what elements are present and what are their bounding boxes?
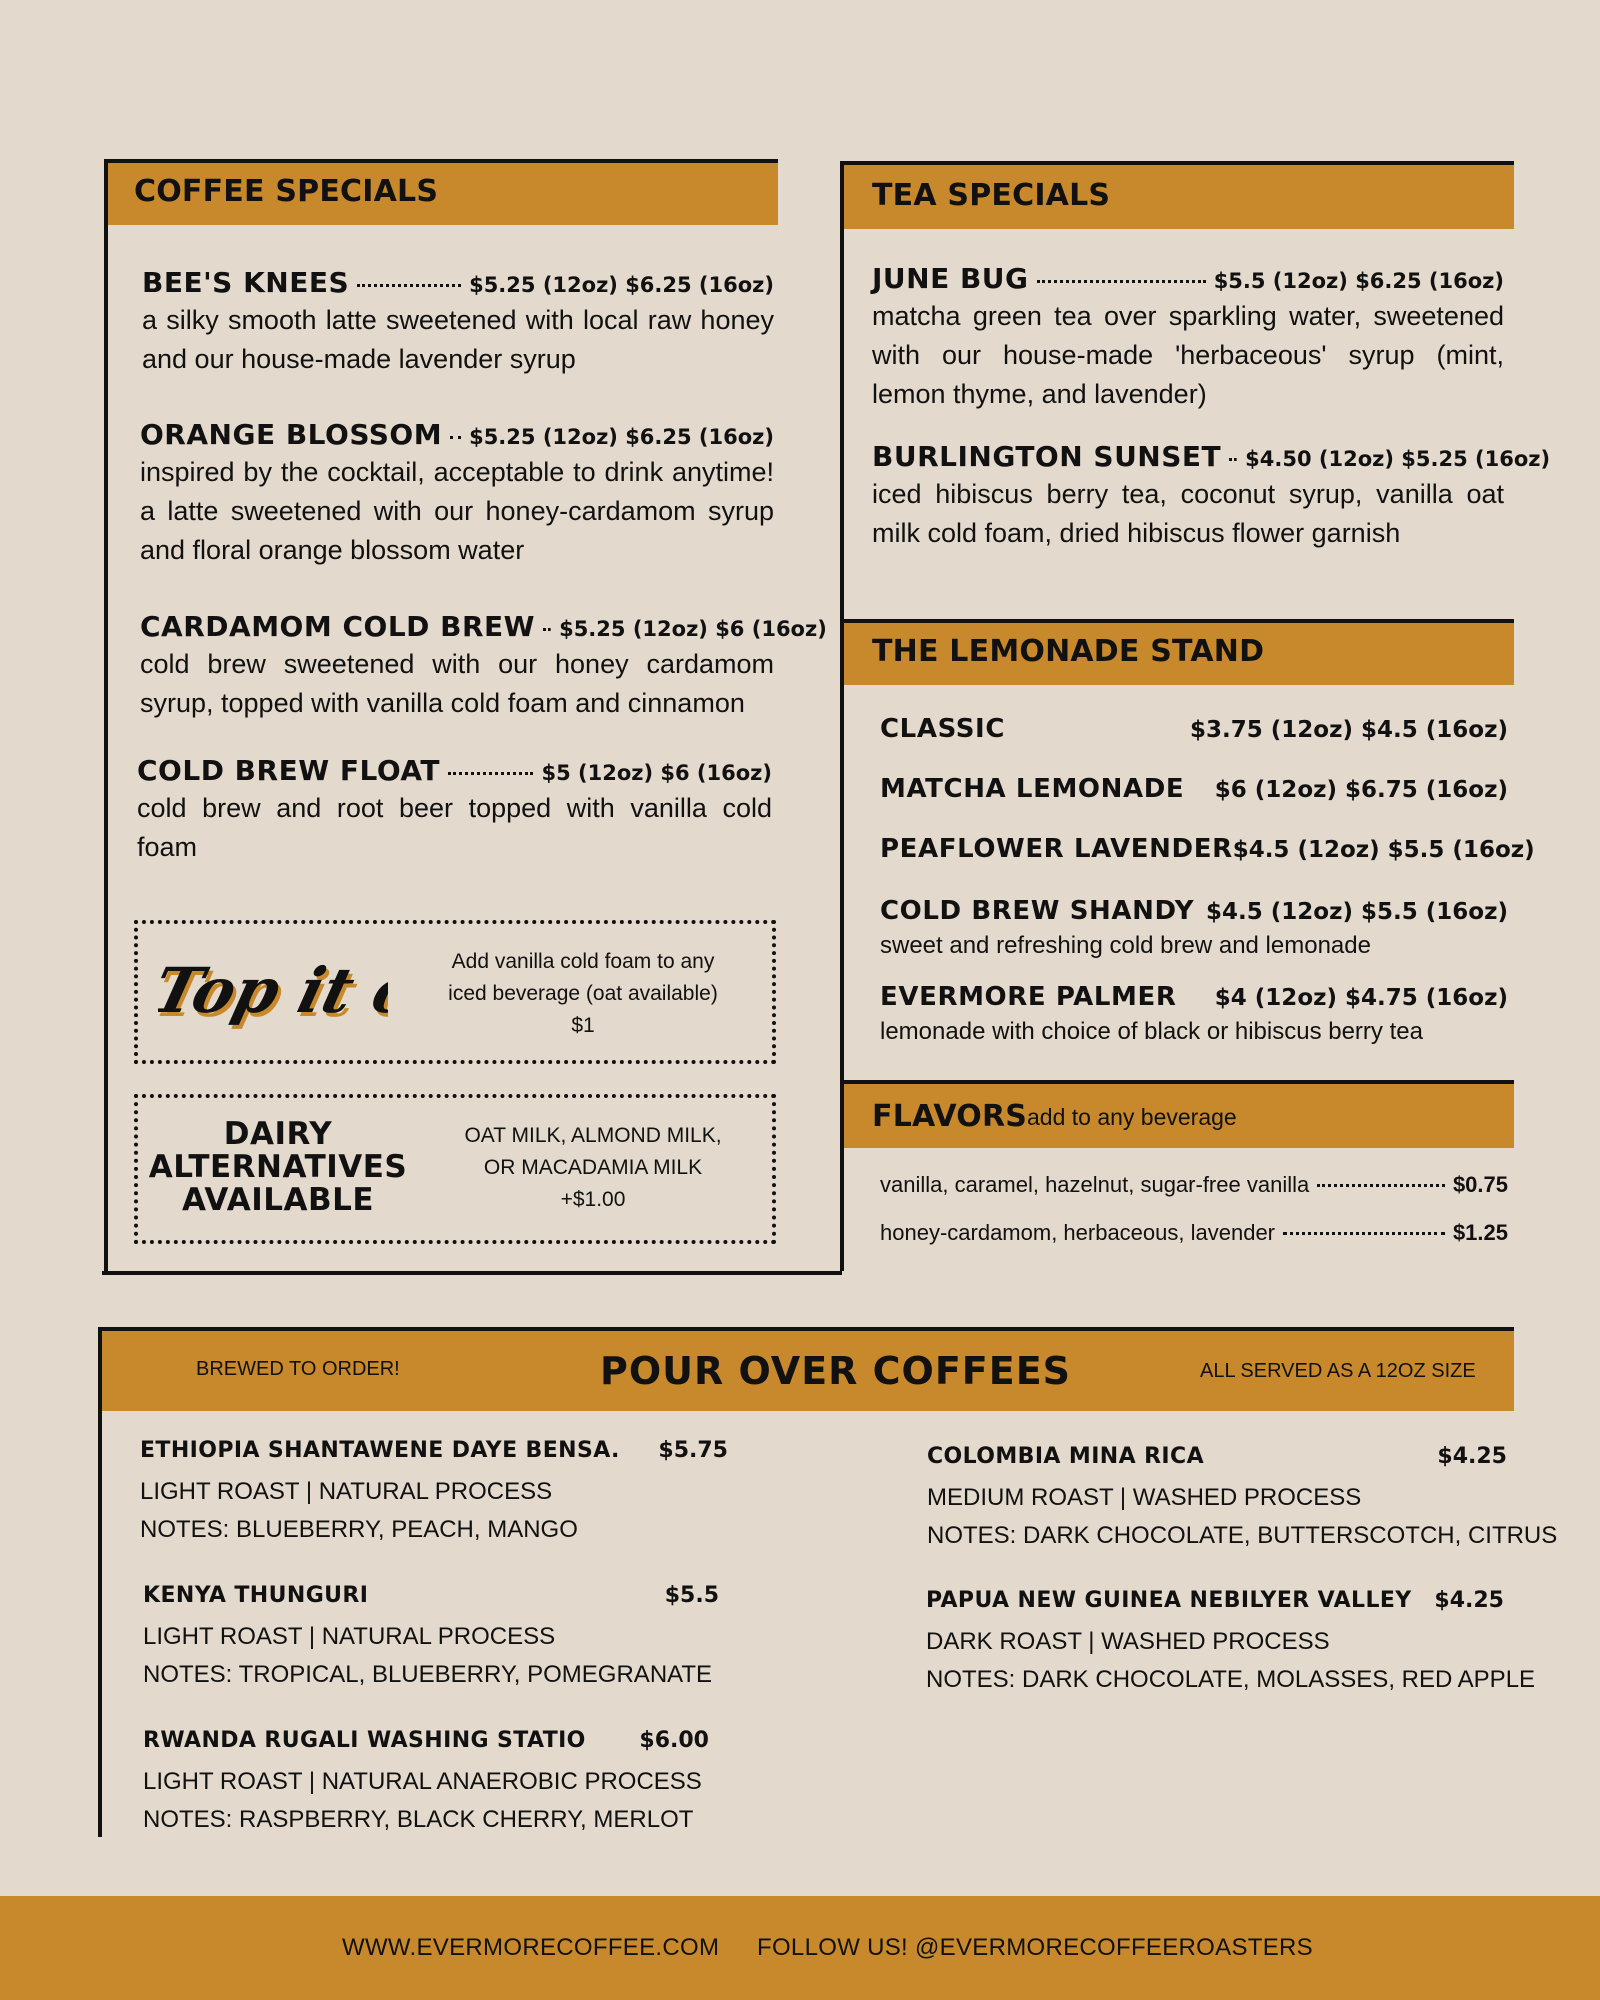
top-it-off-logo (158, 938, 388, 1046)
dairy-title-line3: AVAILABLE (181, 1182, 375, 1218)
item-price: $5.25 (12oz) $6 (16oz) (559, 617, 827, 641)
item-name: CARDAMOM COLD BREW (140, 610, 536, 643)
top-it-off-line1: Add vanilla cold foam to any (451, 950, 715, 973)
pour-over-left-note: BREWED TO ORDER! (196, 1358, 400, 1380)
coffee-roast: MEDIUM ROAST | WASHED PROCESS (927, 1484, 1362, 1511)
item-description: cold brew and root beer topped with vanilla cold foam (137, 793, 772, 862)
item-name: PEAFLOWER LAVENDER (880, 834, 1233, 864)
coffee-name: ETHIOPIA SHANTAWENE DAYE BENSA. (140, 1438, 620, 1463)
coffee-name: RWANDA RUGALI WASHING STATIO (143, 1728, 586, 1753)
coffee-left-rule (104, 159, 108, 1275)
item-name: BURLINGTON SUNSET (872, 440, 1222, 473)
flavor-names: honey-cardamom, herbaceous, lavender (880, 1220, 1276, 1245)
item-description: sweet and refreshing cold brew and lemonade (880, 932, 1371, 959)
leader-dots (1037, 280, 1206, 283)
flavors-title: FLAVORS (872, 1099, 1028, 1134)
flavor-row-125 (880, 1220, 1508, 1246)
lemonade-item-classic (880, 714, 1508, 744)
dairy-options-line1: OAT MILK, ALMOND MILK, (464, 1124, 722, 1147)
item-price: $4 (12oz) $4.75 (16oz) (1214, 985, 1508, 1011)
coffee-name: KENYA THUNGURI (143, 1583, 369, 1608)
item-name: COLD BREW FLOAT (137, 754, 440, 787)
footer-social-link[interactable]: FOLLOW US! @EVERMORECOFFEEROASTERS (757, 1934, 1313, 1961)
leader-dots (543, 628, 551, 631)
top-it-off-logo-art (158, 938, 388, 1046)
pour-item-colombia (927, 1444, 1558, 1555)
coffee-name: COLOMBIA MINA RICA (927, 1444, 1204, 1469)
top-it-off-desc (408, 946, 758, 1042)
pour-over-title: POUR OVER COFFEES (600, 1349, 1072, 1393)
dairy-options-line2: OR MACADAMIA MILK (483, 1156, 703, 1179)
svg-text:Top it off!: Top it off! (158, 957, 388, 1031)
flavor-row-075 (880, 1172, 1508, 1198)
item-price: $6 (12oz) $6.75 (16oz) (1214, 777, 1508, 803)
coffee-specials-title: COFFEE SPECIALS (134, 174, 439, 209)
lemonade-stand-title: THE LEMONADE STAND (872, 634, 1265, 669)
item-price: $5.25 (12oz) $6.25 (16oz) (469, 425, 774, 449)
coffee-roast: LIGHT ROAST | NATURAL ANAEROBIC PROCESS (143, 1768, 702, 1795)
flavors-subtitle: add to any beverage (1027, 1104, 1237, 1130)
coffee-price: $5.75 (658, 1438, 728, 1463)
item-price: $3.75 (12oz) $4.5 (16oz) (1190, 717, 1508, 743)
menu-item-june-bug (872, 262, 1504, 414)
coffee-name: PAPUA NEW GUINEA NEBILYER VALLEY (926, 1588, 1412, 1613)
item-name: JUNE BUG (872, 262, 1029, 295)
menu-item-bees-knees (142, 266, 774, 379)
leader-dots (1317, 1184, 1445, 1187)
item-price: $5.5 (12oz) $6.25 (16oz) (1213, 269, 1504, 293)
lemonade-item-peaflower (880, 834, 1535, 864)
item-description: cold brew sweetened with our honey cardamom syrup, topped with vanilla cold foam and cinnamon (140, 649, 774, 718)
leader-dots (450, 436, 461, 439)
item-price: $4.5 (12oz) $5.5 (16oz) (1232, 837, 1535, 863)
item-name: ORANGE BLOSSOM (140, 418, 443, 451)
tea-specials-title: TEA SPECIALS (872, 178, 1111, 213)
item-price: $5 (12oz) $6 (16oz) (541, 761, 772, 785)
dairy-title-line1: DAIRY (223, 1116, 333, 1152)
item-price: $4.5 (12oz) $5.5 (16oz) (1206, 899, 1508, 925)
leader-dots (1229, 458, 1237, 461)
lemonade-item-cold-brew-shandy (880, 896, 1508, 960)
coffee-price: $6.00 (639, 1728, 709, 1753)
item-description: lemonade with choice of black or hibiscus berry tea (880, 1018, 1423, 1045)
menu-item-burlington-sunset (872, 440, 1551, 553)
item-description: matcha green tea over sparkling water, sweetened with our house-made 'herbaceous' syrup (mint, lemon thyme, and lavender) (872, 301, 1504, 409)
menu-item-cardamom-cold-brew (140, 610, 827, 723)
coffee-roast: LIGHT ROAST | NATURAL PROCESS (140, 1478, 553, 1505)
flavor-price: $1.25 (1452, 1220, 1508, 1245)
flavor-names: vanilla, caramel, hazelnut, sugar-free vanilla (880, 1172, 1310, 1197)
item-name: CLASSIC (880, 714, 1006, 744)
menu-item-orange-blossom (140, 418, 774, 570)
dairy-title (148, 1118, 408, 1217)
item-price: $4.50 (12oz) $5.25 (16oz) (1245, 447, 1551, 471)
coffee-roast: LIGHT ROAST | NATURAL PROCESS (143, 1623, 556, 1650)
lemonade-item-evermore-palmer (880, 982, 1508, 1046)
coffee-notes: NOTES: DARK CHOCOLATE, BUTTERSCOTCH, CITRUS (927, 1522, 1558, 1549)
coffee-notes: NOTES: RASPBERRY, BLACK CHERRY, MERLOT (143, 1806, 694, 1833)
lemonade-item-matcha (880, 774, 1508, 804)
item-description: inspired by the cocktail, acceptable to drink anytime! a latte sweetened with our honey-cardamom syrup and floral orange blossom water (140, 457, 774, 565)
coffee-notes: NOTES: TROPICAL, BLUEBERRY, POMEGRANATE (143, 1661, 713, 1688)
coffee-price: $4.25 (1434, 1588, 1504, 1613)
coffee-roast: DARK ROAST | WASHED PROCESS (926, 1628, 1330, 1655)
item-description: a silky smooth latte sweetened with local raw honey and our house-made lavender syrup (142, 305, 774, 374)
item-name: BEE'S KNEES (142, 266, 350, 299)
coffee-notes: NOTES: BLUEBERRY, PEACH, MANGO (140, 1516, 578, 1543)
pour-over-right-note: ALL SERVED AS A 12OZ SIZE (1200, 1360, 1476, 1382)
pour-item-kenya (143, 1583, 719, 1694)
dairy-options (428, 1120, 758, 1216)
pour-item-papua (926, 1588, 1536, 1699)
dairy-alternatives-box (134, 1094, 776, 1244)
menu-item-cold-brew-float (137, 754, 772, 867)
footer-website-link[interactable]: WWW.EVERMORECOFFEE.COM (342, 1934, 720, 1961)
pour-item-ethiopia (140, 1438, 728, 1549)
flavor-price: $0.75 (1452, 1172, 1508, 1197)
leader-dots (357, 284, 461, 287)
dairy-title-line2: ALTERNATIVES (148, 1149, 408, 1185)
top-it-off-price: $1 (571, 1014, 595, 1037)
pour-item-rwanda (143, 1728, 709, 1839)
coffee-price: $5.5 (664, 1583, 719, 1608)
top-it-off-line2: iced beverage (oat available) (448, 982, 718, 1005)
dairy-price: +$1.00 (560, 1188, 626, 1211)
item-name: COLD BREW SHANDY (880, 896, 1195, 926)
item-name: EVERMORE PALMER (880, 982, 1177, 1012)
leader-dots (448, 772, 534, 775)
item-name: MATCHA LEMONADE (880, 774, 1185, 804)
top-it-off-box (134, 920, 776, 1064)
coffee-price: $4.25 (1437, 1444, 1507, 1469)
svg-text:Top it off!: Top it off! (158, 953, 388, 1027)
item-description: iced hibiscus berry tea, coconut syrup, vanilla oat milk cold foam, dried hibiscus flower garnish (872, 479, 1504, 548)
coffee-notes: NOTES: DARK CHOCOLATE, MOLASSES, RED APPLE (926, 1666, 1536, 1693)
item-price: $5.25 (12oz) $6.25 (16oz) (469, 273, 774, 297)
footer-bar (0, 1896, 1600, 2000)
coffee-bottom-rule (102, 1271, 842, 1275)
leader-dots (1283, 1232, 1445, 1235)
